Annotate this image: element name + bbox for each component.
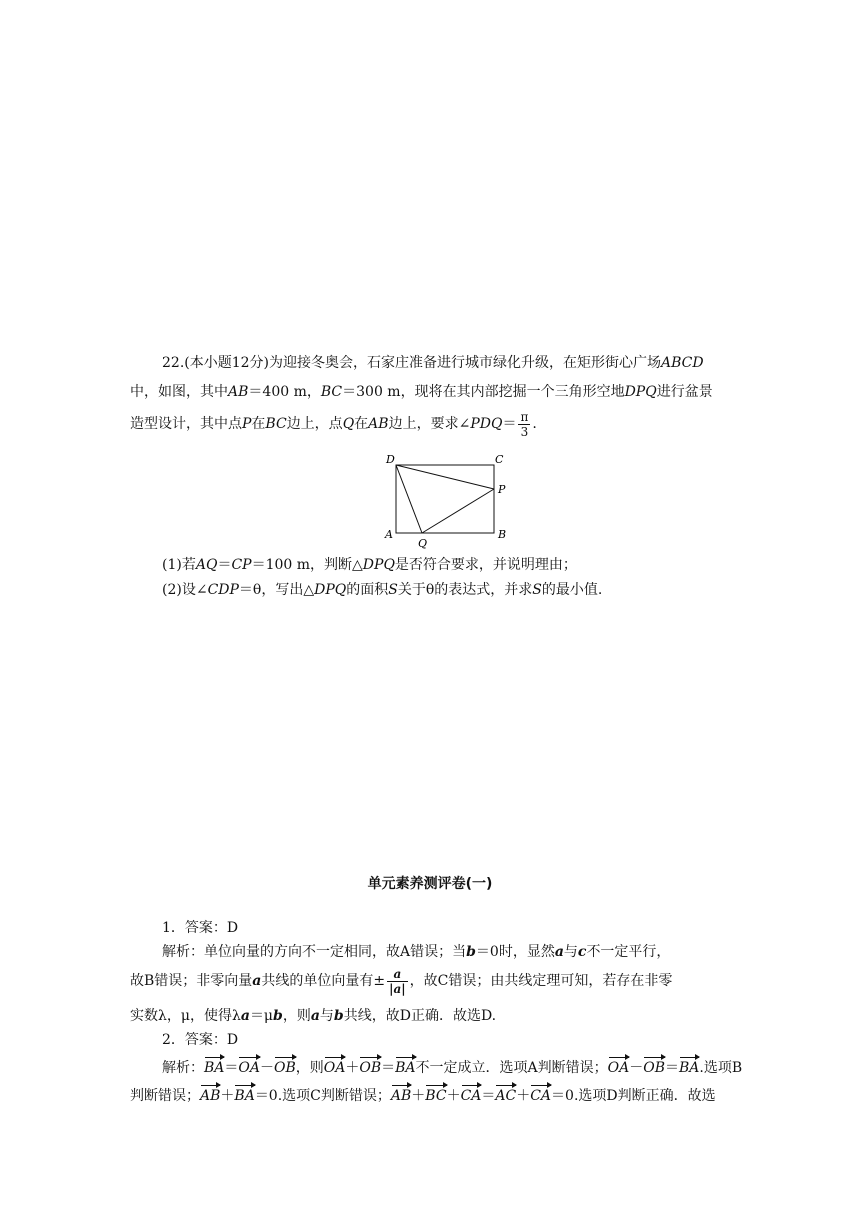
text: － xyxy=(629,1060,644,1076)
text: DPQ xyxy=(362,557,395,573)
text: BA xyxy=(395,1060,416,1076)
text: ＝0.选项D判断正确．故选 xyxy=(551,1088,716,1104)
text: ＋ xyxy=(345,1060,360,1076)
text: 与 xyxy=(563,944,578,960)
text: DPQ xyxy=(624,384,657,400)
text: ，则 xyxy=(282,1008,311,1024)
text: (2)设∠ xyxy=(162,582,208,598)
text: OB xyxy=(643,1060,666,1076)
text: 是否符合要求，并说明理由； xyxy=(394,557,577,573)
text: 判断错误； xyxy=(130,1088,200,1104)
text: DPQ xyxy=(314,582,347,598)
text: OA xyxy=(323,1060,346,1076)
text: 共线的单位向量有± xyxy=(261,973,386,989)
label-b: B xyxy=(498,528,507,541)
text: 实数λ，μ，使得λ xyxy=(130,1008,241,1024)
text: 边上，点 xyxy=(286,416,343,432)
text: . xyxy=(532,416,537,432)
text: S xyxy=(532,582,542,598)
text: ＝ xyxy=(665,1060,680,1076)
text: |a| xyxy=(389,981,406,996)
text: ＝ xyxy=(381,1060,396,1076)
label-a: A xyxy=(385,528,393,541)
text: a xyxy=(387,967,408,982)
text: CDP xyxy=(207,582,239,598)
text: b xyxy=(466,944,476,960)
text: 22.(本小题12分)为迎接冬奥会，石家庄准备进行城市绿化升级，在矩形街心广场 xyxy=(162,355,662,371)
text: 的面积 xyxy=(346,582,389,598)
text: b xyxy=(333,1008,344,1024)
text: BA xyxy=(204,1060,225,1076)
fraction-pi-over-3 xyxy=(518,410,530,439)
text: 关于θ的表达式，并求 xyxy=(397,582,533,598)
text: CP xyxy=(231,557,252,573)
text: ＝100 m，判断△ xyxy=(251,557,363,573)
text: 解析： xyxy=(162,1060,204,1076)
text: ＋ xyxy=(446,1088,461,1104)
segment-pq xyxy=(422,489,494,533)
text: BC xyxy=(425,1088,447,1104)
label-c: C xyxy=(495,453,504,466)
text: OA xyxy=(238,1060,260,1076)
text: 不一定成立．选项A判断错误； xyxy=(415,1060,608,1076)
text: 与 xyxy=(319,1008,334,1024)
text: ＝300 m，现将在其内部挖掘一个三角形空地 xyxy=(342,384,625,400)
text: ，故C错误；由共线定理可知，若存在非零 xyxy=(409,973,673,989)
text: b xyxy=(273,1008,283,1024)
text: a xyxy=(554,944,564,960)
fraction-unit-vector xyxy=(387,967,408,996)
text: 故B错误；非零向量 xyxy=(130,973,253,989)
text: BC xyxy=(320,384,343,400)
text: a xyxy=(240,1008,250,1024)
text: BA xyxy=(679,1060,700,1076)
text: c xyxy=(577,944,587,960)
problem-22-line-3 xyxy=(130,408,537,440)
segment-dq xyxy=(396,465,422,533)
text: ＝ xyxy=(502,416,517,432)
text: ＝0.选项C判断错误； xyxy=(254,1088,391,1104)
text: 不一定平行， xyxy=(586,944,671,960)
text: AB xyxy=(390,1088,412,1104)
answer-1-label xyxy=(162,918,238,938)
question-1 xyxy=(162,555,577,575)
text: 边上，要求∠ xyxy=(388,416,471,432)
text: (1)若 xyxy=(162,557,196,573)
text: 进行盆景 xyxy=(656,384,713,400)
text: ＝ xyxy=(481,1088,496,1104)
text: AQ xyxy=(195,557,218,573)
label-q: Q xyxy=(418,537,428,550)
label-d: D xyxy=(386,453,395,466)
text: － xyxy=(260,1060,274,1076)
text: 解析：单位向量的方向不一定相同，故A错误；当 xyxy=(162,944,467,960)
text: Q xyxy=(342,416,355,432)
text: 在 xyxy=(354,416,369,432)
text: OB xyxy=(359,1060,382,1076)
rectangle-figure xyxy=(382,451,522,551)
text: AC xyxy=(495,1088,517,1104)
text: 1．答案：D xyxy=(162,920,239,936)
answer-2-line-2 xyxy=(130,1086,716,1106)
text: 3 xyxy=(520,424,529,439)
text: 在 xyxy=(251,416,266,432)
text: .选项B xyxy=(699,1060,743,1076)
text: AB xyxy=(368,416,389,432)
answer-2-label xyxy=(162,1030,238,1050)
text: OB xyxy=(274,1060,296,1076)
text: ＝θ，写出△ xyxy=(238,582,315,598)
answer-1-line-2 xyxy=(130,964,672,998)
answer-1-line-1 xyxy=(162,942,670,962)
text: 造型设计，其中点 xyxy=(130,416,242,432)
text: ＝ xyxy=(217,557,232,573)
text: ＋ xyxy=(516,1088,531,1104)
text: CA xyxy=(530,1088,552,1104)
text: AB xyxy=(228,384,249,400)
segment-dp xyxy=(396,465,494,489)
text: P xyxy=(242,416,252,432)
text: BC xyxy=(265,416,287,432)
answer-1-line-3 xyxy=(130,1006,496,1026)
text: OA xyxy=(607,1060,630,1076)
text: ABCD xyxy=(661,355,704,371)
text: π xyxy=(520,409,529,424)
text: CA xyxy=(460,1088,482,1104)
text: ＝0时，显然 xyxy=(475,944,555,960)
answer-2-line-1 xyxy=(162,1058,742,1078)
text: ＋ xyxy=(220,1088,235,1104)
text: S xyxy=(388,582,398,598)
label-p: P xyxy=(498,483,506,496)
text: AB xyxy=(200,1088,221,1104)
rectangle-abcd xyxy=(396,465,494,533)
answers-title: 单元素养测评卷(一) xyxy=(367,876,493,892)
text: ＝μ xyxy=(249,1008,274,1024)
text: ＋ xyxy=(411,1088,426,1104)
text: a xyxy=(252,973,262,989)
text: 的最小值. xyxy=(541,582,603,598)
text: ＝ xyxy=(224,1060,239,1076)
problem-22-line-1 xyxy=(162,353,704,373)
text: 共线，故D正确．故选D. xyxy=(343,1008,497,1024)
text: a xyxy=(310,1008,320,1024)
text: ＝400 m， xyxy=(248,384,321,400)
text: PDQ xyxy=(470,416,503,432)
text: 中，如图，其中 xyxy=(130,384,228,400)
question-2 xyxy=(162,580,602,600)
problem-22-line-2 xyxy=(130,382,713,402)
text: 2．答案：D xyxy=(162,1032,239,1048)
text: BA xyxy=(234,1088,255,1104)
text: ，则 xyxy=(295,1060,324,1076)
